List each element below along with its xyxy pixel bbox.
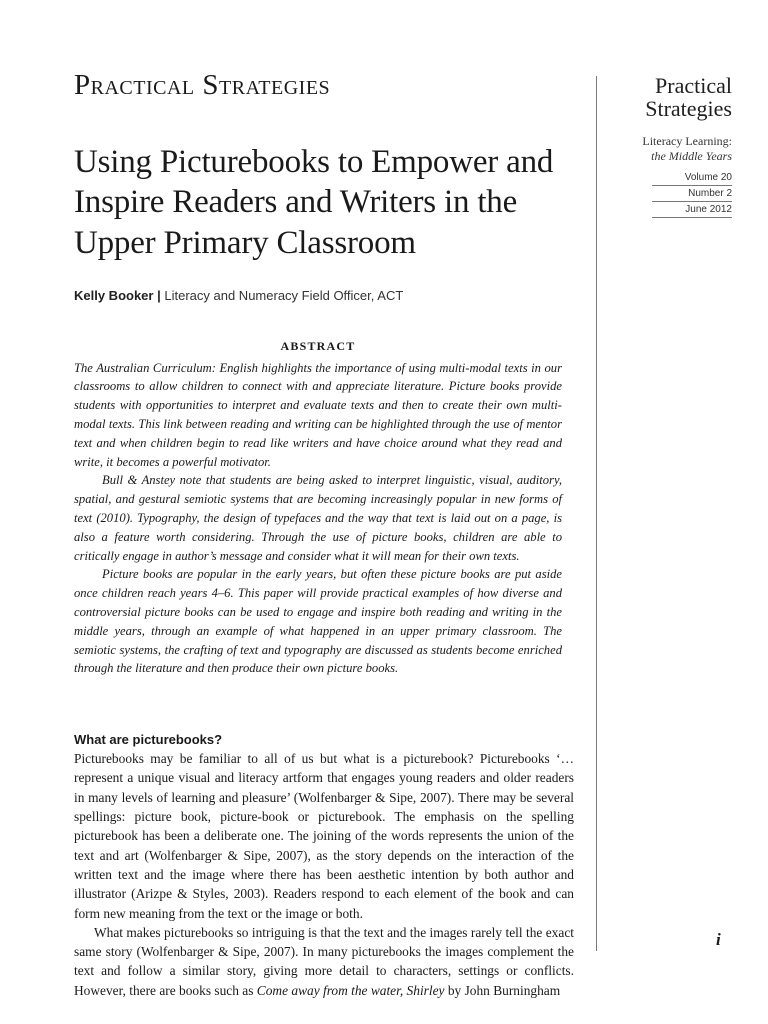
abstract-paragraph: Bull & Anstey note that students are being asked to interpret linguistic, visual, auditory, spatial, and gestural semiotic systems that are becoming increasingly popular in new forms of text (2010). Typography, the design of typefaces and the way that text is laid out on a page, is also a feature worth considering. Through the use of picture books, children are able to critically engage in author’s message and consider what it will mean for their own texts. [74, 473, 562, 563]
journal-name-line: Practical [655, 73, 732, 98]
book-title: Come away from the water, Shirley [256, 982, 445, 998]
article [74, 70, 574, 1000]
author-line [74, 288, 574, 303]
body-section [74, 732, 574, 1000]
article-title: Using Picturebooks to Empower and Inspire Readers and Writers in the Upper Primary Classroom [74, 143, 554, 262]
journal-name-line: Strategies [645, 96, 732, 121]
journal-name [598, 74, 732, 120]
page-number: i [716, 930, 721, 949]
volume: Volume 20 [652, 170, 732, 186]
series-line [598, 149, 732, 164]
journal-series [598, 134, 732, 164]
section-heading: What are picturebooks? [74, 732, 223, 748]
series-subtitle: the Middle Years [651, 149, 732, 163]
author-separator: | [157, 287, 161, 303]
journal-sidebar [598, 74, 732, 218]
body-text: by John Burningham [444, 982, 561, 998]
body-paragraph: Picturebooks may be familiar to all of us but what is a picturebook? Picturebooks ‘…represent a unique visual and literacy artform that engages young readers and older readers in many levels of learning and pleasure’ (Wolfenbarger & Sipe, 2007). There may be several spellings: picture book, picture-book or picturebook. The emphasis on the spelling picturebook has been a deliberate one. The joining of the words represents the union of the text and art (Wolfenbarger & Sipe, 2007), as the story depends on the interaction of the written text and the image where there has been aesthetic intention by both author and illustrator (Arizpe & Styles, 2003). Readers respond to each element of the book and can form new meaning from the text or the image or both. [74, 751, 574, 921]
author-role: Literacy and Numeracy Field Officer, ACT [164, 287, 404, 303]
issue-info [598, 170, 732, 218]
author-name: Kelly Booker [74, 287, 154, 303]
body-text: What makes picturebooks so intriguing is that the text and the images rarely tell the exact same story (Wolfenbarger & Sipe, 2007). In many picturebooks the images complement the text and follow a similar story, giving more detail to characters, settings or conflicts. However, there are books such as [74, 924, 574, 998]
body-paragraph [74, 923, 574, 1000]
abstract-paragraph: Picture books are popular in the early years, but often these picture books are put aside once children reach years 4–6. This paper will provide practical examples of how diverse and controversial picture books can be used to engage and inspire both reading and writing in the middle years, through an example of what happened in an upper primary classroom. The semiotic systems, the crafting of text and typography are discussed as students become enriched through the literature and then produce their own picture books. [74, 567, 562, 676]
abstract [74, 339, 574, 679]
abstract-paragraph: The Australian Curriculum: English highlights the importance of using multi-modal texts in our classrooms to allow children to connect with and appreciate literature. Picture books provide students with opportunities to interpret and evaluate texts and then to create their own multi-modal texts. This link between reading and writing can be highlighted through the use of mentor text and when children begin to read like writers and have choice around what they read and write, it becomes a powerful motivator. [74, 360, 562, 469]
series-line: Literacy Learning: [642, 134, 732, 148]
abstract-heading: ABSTRACT [280, 338, 356, 353]
issue-date: June 2012 [652, 202, 732, 218]
vertical-divider [596, 76, 597, 951]
section-title: Practical Strategies [74, 69, 331, 101]
issue-number: Number 2 [652, 186, 732, 202]
